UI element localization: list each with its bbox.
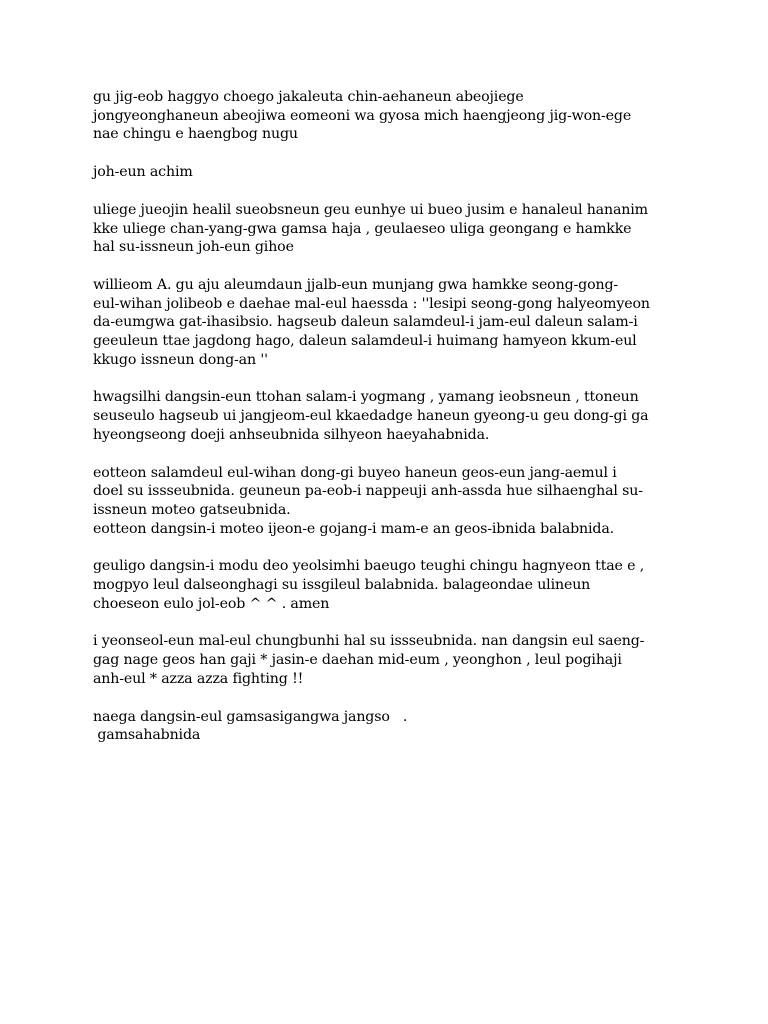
text-line: geeuleun ttae jagdong hago, daleun salamdeul-i huimang hamyeon kkum-eul: [93, 333, 637, 350]
text-line: jongyeonghaneun abeojiwa eomeoni wa gyosa mich haengjeong jig-won-ege: [93, 107, 632, 124]
document-body: [93, 88, 683, 745]
text-line: geuligo dangsin-i modu deo yeolsimhi baeugo teughi chingu hagnyeon ttae e ,: [93, 558, 645, 575]
text-line: joh-eun achim: [93, 164, 193, 181]
text-line: choeseon eulo jol-eob ^ ^ . amen: [93, 595, 330, 612]
text-line: da-eumgwa gat-ihasibsio. hagseub daleun salamdeul-i jam-eul daleun salam-i: [93, 314, 638, 331]
text-line: uliege jueojin healil sueobsneun geu eunhye ui bueo jusim e hanaleul hananim: [93, 201, 648, 218]
paragraph-quote: [93, 276, 683, 370]
paragraph-obstacle: [93, 464, 683, 539]
text-line: hwagsilhi dangsin-eun ttohan salam-i yogmang , yamang ieobsneun , ttoneun: [93, 389, 639, 406]
paragraph-speech: [93, 632, 683, 688]
text-line: gag nage geos han gaji * jasin-e daehan mid-eum , yeonghon , leul pogihaji: [93, 652, 622, 669]
text-line: eotteon salamdeul eul-wihan dong-gi buyeo haneun geos-eun jang-aemul i: [93, 464, 617, 481]
paragraph-greeting: [93, 88, 683, 144]
text-line: eul-wihan jolibeob e daehae mal-eul haessda : ''lesipi seong-gong halyeomyeon: [93, 295, 650, 312]
text-line: kkugo issneun dong-an '': [93, 351, 268, 368]
paragraph-closing: [93, 708, 683, 745]
text-line: issneun moteo gatseubnida.: [93, 501, 291, 518]
text-line: eotteon dangsin-i moteo ijeon-e gojang-i mam-e an geos-ibnida balabnida.: [93, 520, 615, 537]
text-line: nae chingu e haengbog nugu: [93, 126, 298, 143]
paragraph-wishes: [93, 557, 683, 613]
paragraph-good-morning: [93, 163, 683, 182]
text-line: i yeonseol-eun mal-eul chungbunhi hal su issseubnida. nan dangsin eul saeng-: [93, 633, 645, 650]
text-line: mogpyo leul dalseonghagi su issgileul balabnida. balageondae ulineun: [93, 577, 591, 594]
text-line: gu jig-eob haggyo choego jakaleuta chin-aehaneun abeojiege: [93, 89, 524, 105]
text-line: hal su-issneun joh-eun gihoe: [93, 239, 294, 256]
text-line: seuseulo hagseub ui jangjeom-eul kkaedadge haneun gyeong-u geu dong-gi ga: [93, 408, 649, 425]
text-line: doel su issseubnida. geuneun pa-eob-i nappeuji anh-assda hue silhaenghal su-: [93, 483, 643, 500]
paragraph-motivation: [93, 388, 683, 444]
text-line: naega dangsin-eul gamsasigangwa jangso .: [93, 708, 408, 725]
paragraph-thanks: [93, 201, 683, 257]
text-line: anh-eul * azza azza fighting !!: [93, 670, 304, 687]
signature-line: gamsahabnida: [93, 727, 201, 744]
text-line: kke uliege chan-yang-gwa gamsa haja , geulaeseo uliga geongang e hamkke: [93, 220, 632, 237]
text-line: hyeongseong doeji anhseubnida silhyeon haeyahabnida.: [93, 426, 490, 443]
text-line: willieom A. gu aju aleumdaun jjalb-eun munjang gwa hamkke seong-gong-: [93, 276, 619, 293]
